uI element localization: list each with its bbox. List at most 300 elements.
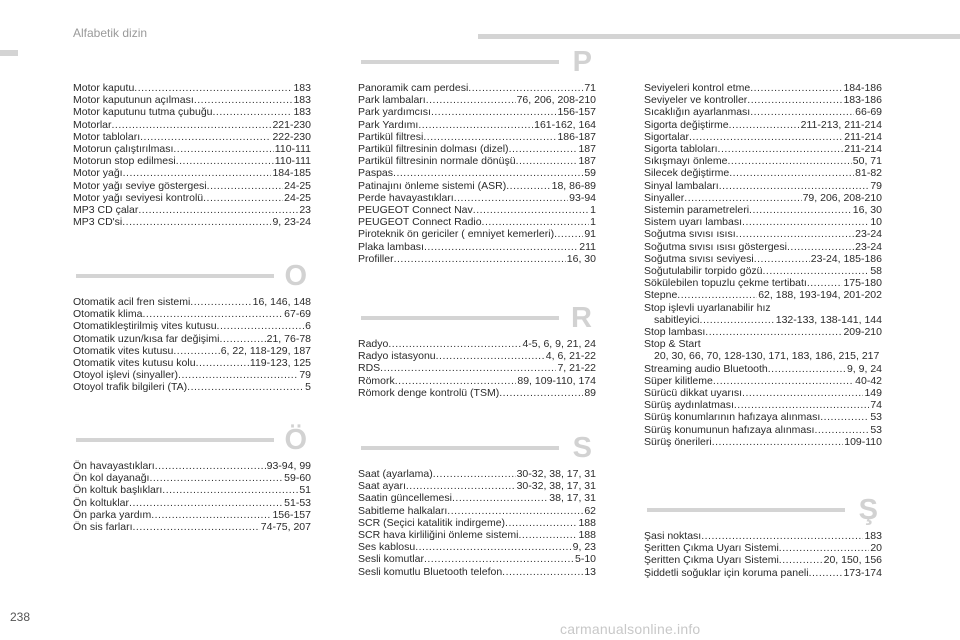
index-entry-term: Motor yağı [73,167,123,180]
index-entry [644,554,882,566]
index-entry-pages: 149 [864,387,882,400]
index-entry-term: Partikül filtresinin dolması (dizel) [358,143,509,156]
section-header [358,428,596,468]
index-entry-pages: 24-25 [284,179,311,192]
index-entry-term: Piroteknik ön gericiler ( emniyet kemerleri) [358,228,555,241]
index-entry-list [358,82,596,265]
index-entry [358,362,596,374]
leader-dots [436,350,545,362]
index-entry [358,192,596,204]
index-entry [73,381,311,393]
index-entry-term: Saatin güncellemesi [358,492,452,505]
index-entry-term: Partikül filtresinin normale dönüşü [358,155,516,168]
index-section-s-cedilla [644,490,882,579]
watermark: carmanualsonline.info [560,621,701,637]
index-entry [358,566,596,578]
index-entry-pages: 13 [584,565,596,578]
index-entry-pages: 183 [293,94,311,107]
leader-dots [749,204,852,216]
index-entry [73,216,311,228]
page-number: 238 [10,610,31,624]
index-entry-term: Soğutulabilir torpido gözü [644,265,763,278]
index-entry-term: Ön koltuklar [73,496,130,509]
index-entry [644,277,882,289]
index-entry-pages: 38, 17, 31 [549,492,596,505]
index-entry-term: Paspas [358,167,394,180]
index-entry-pages: 7, 21-22 [557,362,596,375]
leader-dots [509,143,578,155]
index-entry [644,289,882,301]
index-entry-pages: 6 [305,320,311,333]
index-entry-term: Ses kablosu [358,541,416,554]
index-entry-term: Stop işlevli uyarlanabilir hız [644,301,771,314]
index-section-s-cont [644,82,882,448]
index-entry-term: Şasi noktası [644,530,702,542]
index-entry [358,375,596,387]
index-entry-pages: 81-82 [855,167,882,180]
index-entry [644,424,882,436]
leader-dots [779,554,823,566]
index-entry [358,241,596,253]
leader-dots [142,308,283,320]
index-entry [73,472,311,484]
index-entry [644,387,882,399]
index-entry [644,338,882,350]
index-entry-pages: 89, 109-110, 174 [517,374,596,387]
index-entry-term: Sistem uyarı lambası [644,216,743,229]
index-entry-term: 20, 30, 66, 70, 128-130, 171, 183, 186, 215, 217 [654,350,880,363]
index-entry [358,505,596,517]
section-header [73,256,311,296]
index-entry-pages: 67-69 [284,308,311,321]
index-entry-pages: 30-32, 38, 17, 31 [516,468,596,480]
leader-dots [149,472,283,484]
leader-dots [689,131,843,143]
index-entry-term: Stop & Start [644,338,701,351]
index-entry [358,180,596,192]
index-entry [73,308,311,320]
leader-dots [502,566,583,578]
index-entry-term: Sesli komutlu Bluetooth telefon [358,565,503,578]
index-entry-pages: 4-5, 6, 9, 21, 24 [522,338,596,350]
index-entry-pages: 183 [293,106,311,119]
index-entry-term: Sıcaklığın ayarlanması [644,106,751,119]
index-entry-term: Park yardımcısı [358,106,431,119]
index-entry-pages: 161-162, 164 [534,118,596,131]
index-entry [644,567,882,579]
leader-dots [112,119,272,131]
index-entry [644,326,882,338]
leader-dots [719,180,870,192]
index-entry-term: PEUGEOT Connect Nav [358,204,473,217]
index-entry [644,314,882,326]
index-entry [644,241,882,253]
section-rule [76,274,274,278]
index-entry [644,350,882,362]
index-entry-term: Sürücü dikkat uyarısı [644,387,743,400]
index-entry [73,509,311,521]
leader-dots [395,375,517,387]
leader-dots [207,180,283,192]
index-entry [73,521,311,533]
leader-dots [178,369,298,381]
leader-dots [447,505,583,517]
leader-dots [750,82,842,94]
index-entry [73,320,311,332]
index-entry-term: Şeritten Çıkma Uyarı Sistemi [644,542,779,555]
index-entry-term: MP3 CD'si [73,216,123,229]
index-entry-term: Silecek değiştirme [644,167,730,180]
leader-dots [701,530,863,542]
index-entry-pages: 184-186 [843,82,882,94]
index-entry-pages: 93-94, 99 [266,460,311,472]
index-entry [73,82,311,94]
index-entry-term: Sigortalar [644,130,689,143]
section-letter: P [572,46,592,78]
section-rule [647,508,845,512]
index-entry-term: Soğutma sıvısı ısısı [644,228,736,241]
section-letter: R [571,302,592,334]
leader-dots [213,106,293,118]
index-entry-pages: 51-53 [284,496,311,509]
index-entry-pages: 183-186 [843,94,882,107]
leader-dots [712,436,844,448]
leader-dots [380,362,556,374]
index-entry-pages: 62 [584,504,596,517]
leader-dots [677,289,757,301]
index-entry-term: Motorun stop edilmesi [73,155,176,168]
index-entry-term: Motor yağı seviye göstergesi [73,179,207,192]
index-entry-pages: 66-69 [855,106,882,119]
leader-dots [747,94,842,106]
leader-dots [418,119,533,131]
section-rule [76,438,274,442]
index-entry-term: Motorun çalıştırılması [73,143,174,156]
leader-dots [454,192,568,204]
leader-dots [684,192,801,204]
index-entry [73,119,311,131]
index-entry-pages: 59-60 [284,472,311,485]
index-entry [73,167,311,179]
index-entry-term: Streaming audio Bluetooth [644,362,768,375]
index-entry-term: Sıkışmayı önleme [644,155,728,168]
index-entry [644,399,882,411]
leader-dots [787,241,854,253]
index-section-o-umlaut [73,420,311,533]
index-entry-pages: 93-94 [569,191,596,204]
index-entry-pages: 74-75, 207 [260,521,311,534]
index-entry-pages: 23-24 [855,240,882,253]
index-entry-term: Patinajını önleme sistemi (ASR) [358,179,507,192]
leader-dots [394,253,566,265]
index-entry-pages: 5-10 [574,553,596,566]
leader-dots [173,345,219,357]
index-entry [644,204,882,216]
index-entry-term: Sürüş konumunun hafızaya alınması [644,423,815,436]
leader-dots [424,241,578,253]
index-entry-pages: 187 [578,143,596,156]
leader-dots [424,553,574,565]
index-entry [644,180,882,192]
index-entry [73,106,311,118]
leader-dots [809,567,843,579]
index-entry [73,204,311,216]
index-entry-term: Şiddetli soğuklar için koruma paneli [644,566,809,579]
index-entry-pages: 79 [299,369,311,382]
index-entry-pages: 23 [299,204,311,217]
index-entry-term: Römork [358,374,395,387]
leader-dots [426,94,516,106]
index-entry-term: Soğutma sıvısı ısısı göstergesi [644,240,787,253]
index-entry-term: Sinyaller [644,191,685,204]
index-entry-term: Otomatik klima [73,308,143,321]
leader-dots [713,375,854,387]
index-entry [73,180,311,192]
index-section [73,82,311,228]
index-entry [358,541,596,553]
index-entry-pages: 110-111 [274,143,311,156]
leader-dots [194,94,293,106]
index-entry-pages: 20 [870,542,882,555]
index-entry-pages: 211-214 [844,143,882,156]
leader-dots [473,204,589,216]
index-entry [358,119,596,131]
index-entry-pages: 1 [590,204,596,217]
leader-dots [742,216,869,228]
leader-dots [140,131,271,143]
leader-dots [754,253,810,265]
leader-dots [219,333,265,345]
leader-dots [718,143,844,155]
index-entry-term: SCR hava kirliliğini önleme sistemi [358,529,519,542]
index-entry-list [73,460,311,533]
index-entry-term: Süper kilitleme [644,374,713,387]
leader-dots [729,119,800,131]
index-entry [644,542,882,554]
index-entry-pages: 16, 146, 148 [252,296,311,308]
section-header [358,298,596,338]
index-entry-pages: 71 [584,82,596,94]
index-entry [73,296,311,308]
index-entry-term: Park lambaları [358,94,426,107]
leader-dots [133,521,260,533]
index-entry-term: Plaka lambası [358,240,424,253]
index-entry-pages: 89 [584,386,596,399]
index-entry [644,265,882,277]
index-entry-term: Panoramik cam perdesi [358,82,469,94]
leader-dots [729,167,854,179]
index-entry-pages: 40-42 [855,374,882,387]
leader-dots [763,265,870,277]
index-entry-term: Sürüş önerileri [644,435,712,448]
leader-dots [700,314,775,326]
index-entry-pages: 62, 188, 193-194, 201-202 [758,289,882,302]
leader-dots [554,228,583,240]
index-entry-pages: 9, 9, 24 [846,362,882,375]
index-entry-pages: 222-230 [272,130,311,143]
index-entry-pages: 9, 23 [572,541,596,554]
leader-dots [807,277,843,289]
index-entry-pages: 10 [870,216,882,229]
index-entry-pages: 110-111 [274,155,311,168]
index-entry-pages: 9, 23-24 [272,216,311,229]
index-entry-pages: 156-157 [557,106,596,119]
leader-dots [499,387,583,399]
index-entry-term: Sürüş aydınlatması [644,399,734,412]
leader-dots [820,411,869,423]
leader-dots [516,155,578,167]
index-entry [73,345,311,357]
index-entry-term: Sigorta tabloları [644,143,718,156]
index-entry [644,167,882,179]
index-entry-pages: 175-180 [843,277,882,290]
index-entry-term: Motor kaputunun açılması [73,94,194,107]
index-entry-term: Otoyol trafik bilgileri (TA) [73,381,188,394]
index-entry-term: Motor kaputunu tutma çubuğu [73,106,213,119]
index-entry-term: Stop lambası [644,326,706,339]
index-entry-pages: 24-25 [284,191,311,204]
index-entry [644,192,882,204]
index-entry-pages: 20, 150, 156 [823,554,882,567]
index-entry-pages: 119-123, 125 [249,357,311,370]
index-entry [73,155,311,167]
index-entry-list [644,530,882,579]
index-entry-pages: 5 [305,381,311,394]
index-entry-pages: 184-185 [272,167,311,180]
index-entry-pages: 221-230 [272,118,311,131]
index-entry-pages: 21, 76-78 [266,332,311,345]
index-entry-term: Sabitleme halkaları [358,504,448,517]
index-entry [644,302,882,314]
leader-dots [187,381,304,393]
index-entry [358,492,596,504]
header-title: Alfabetik dizin [73,26,148,40]
index-entry-pages: 211-213, 211-214 [800,118,882,131]
index-entry-pages: 183 [293,82,311,94]
index-entry [358,480,596,492]
index-entry [358,143,596,155]
index-entry-term: Motorlar [73,118,112,131]
index-entry-term: Saat (ayarlama) [358,468,433,480]
index-entry-pages: 23-24, 185-186 [810,252,882,265]
index-entry-pages: 91 [584,228,596,241]
index-entry-term: SCR (Seçici katalitik indirgeme) [358,516,506,529]
index-entry-term: RDS [358,362,381,375]
leader-dots [727,155,851,167]
index-entry [358,106,596,118]
index-entry-pages: 156-157 [272,508,311,521]
index-entry [644,228,882,240]
index-entry [358,553,596,565]
index-entry [358,131,596,143]
leader-dots [190,296,251,308]
leader-dots [151,509,271,521]
leader-dots [217,320,305,332]
index-entry [644,119,882,131]
index-section-s [358,428,596,578]
leader-dots [468,82,583,94]
index-entry-term: Stepne [644,289,678,302]
leader-dots [750,106,854,118]
index-entry-term: Ön parka yardım [73,508,152,521]
leader-dots [505,517,577,529]
section-letter: Ö [284,424,307,456]
index-entry-term: Sistemin parametreleri [644,204,750,217]
section-rule [361,60,559,64]
leader-dots [423,131,556,143]
leader-dots [779,542,870,554]
index-entry-pages: 16, 30 [852,204,882,217]
index-entry [358,228,596,240]
index-entry-pages: 18, 86-89 [551,179,596,192]
index-entry-term: Ön havayastıkları [73,460,155,472]
index-entry-term: Şeritten Çıkma Uyarı Sistemi [644,554,779,567]
index-entry [644,131,882,143]
index-entry [358,253,596,265]
index-entry-pages: 183 [864,530,882,542]
leader-dots [155,460,266,472]
section-rule [361,446,559,450]
index-entry [358,529,596,541]
index-entry [358,517,596,529]
leader-dots [196,357,249,369]
index-entry [644,143,882,155]
index-entry [358,155,596,167]
index-entry-pages: 211-214 [844,130,882,143]
index-entry [358,82,596,94]
index-entry [73,131,311,143]
leader-dots [123,167,272,179]
leader-dots [482,216,590,228]
index-entry-term: Römork denge kontrolü (TSM) [358,386,500,399]
index-entry-pages: 209-210 [843,326,882,339]
index-entry-term: Ön koltuk başlıkları [73,484,163,497]
section-letter: O [284,260,307,292]
leader-dots [393,167,583,179]
leader-dots [173,143,273,155]
index-entry [358,204,596,216]
index-entry [73,333,311,345]
index-entry-list [358,468,596,578]
index-entry-term: Motor kaputu [73,82,135,94]
index-entry-term: Otomatik uzun/kısa far değişimi [73,332,220,345]
index-entry-pages: 79, 206, 208-210 [802,191,882,204]
index-entry-term: Seviyeleri kontrol etme [644,82,751,94]
index-entry-term: Otomatikleştirilmiş vites kutusu [73,320,217,333]
index-entry-term: Partikül filtresi [358,130,424,143]
index-entry-term: Otomatik acil fren sistemi [73,296,191,308]
index-entry-term: Ön kol dayanağı [73,472,150,485]
index-entry [73,357,311,369]
index-entry [73,94,311,106]
index-entry-term: Otomatik vites kutusu kolu [73,357,196,370]
index-entry-term: Seviyeler ve kontroller [644,94,748,107]
leader-dots [134,82,292,94]
leader-dots [742,387,863,399]
index-entry-list [644,82,882,448]
leader-dots [122,216,271,228]
index-entry [644,411,882,423]
index-entry [73,497,311,509]
leader-dots [518,529,577,541]
index-entry-term: Motor tabloları [73,130,141,143]
index-entry [358,338,596,350]
index-entry-pages: 79 [870,179,882,192]
index-entry-pages: 186-187 [557,130,596,143]
index-entry [358,387,596,399]
leader-dots [138,204,298,216]
index-entry-list [73,296,311,394]
